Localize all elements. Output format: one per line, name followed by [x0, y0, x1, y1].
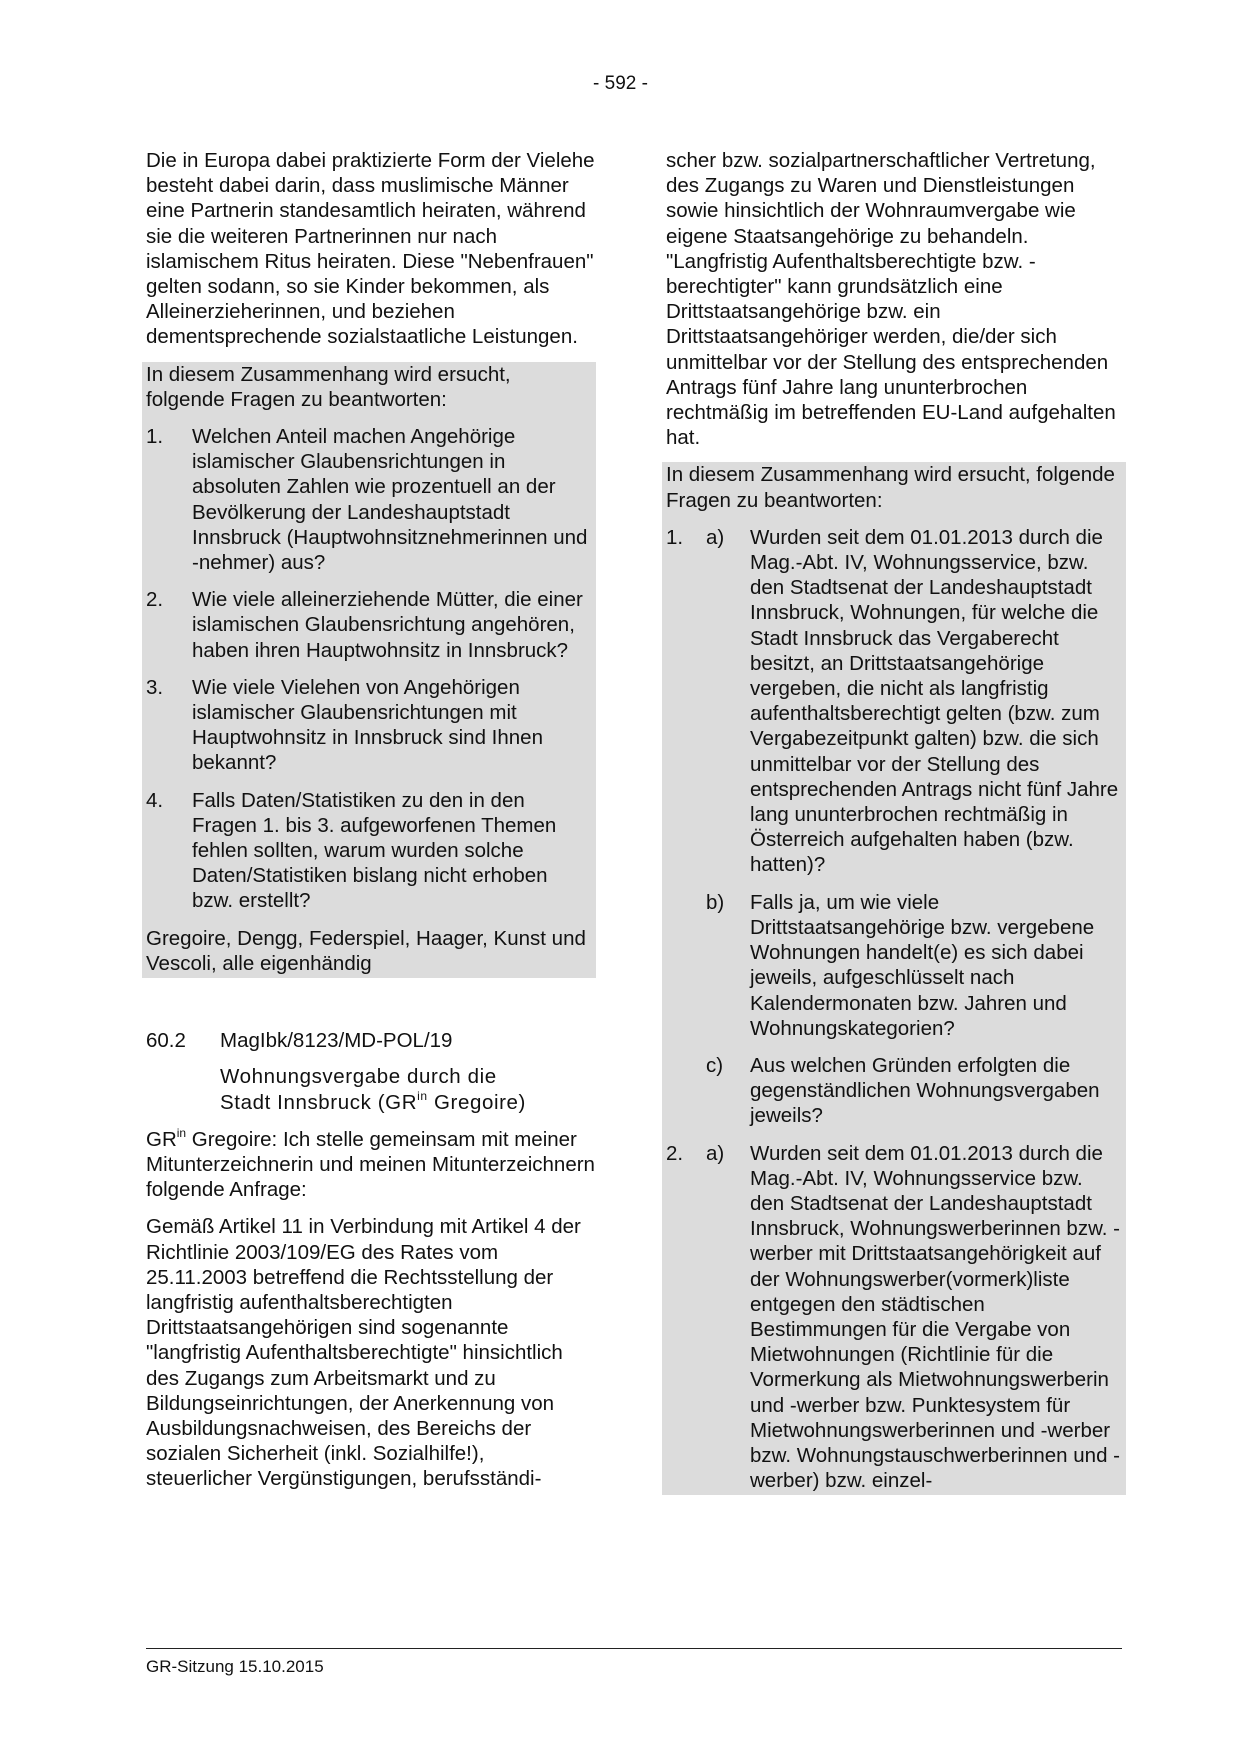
- question-text: Falls ja, um wie viele Drittstaatsangehörige bzw. vergebene Wohnungen handelt(e) es sich dabei jeweils, aufgeschlüsselt nach Kalendermonaten bzw. Jahren und Wohnungskategorien?: [750, 890, 1095, 1040]
- question-text: Aus welchen Gründen erfolgten die gegenständlichen Wohnungsvergaben jeweils?: [750, 1053, 1100, 1128]
- question-number: 2.: [146, 588, 164, 612]
- question-text: Wie viele Vielehen von Angehörigen islamischer Glaubensrichtungen mit Hauptwohnsitz in Innsbruck sind Ihnen bekannt?: [192, 675, 543, 775]
- speaker-paragraph: $GR^{in}$ Gregoire: Ich stelle gemeinsam mit meiner Mitunterzeichnerin und meinen Mitunterzeichnern folgende Anfrage:: [146, 1125, 595, 1202]
- question-number: [666, 1053, 706, 1129]
- speaker-title: GR: [146, 1127, 177, 1151]
- question-text: Wurden seit dem 01.01.2013 durch die Mag.-Abt. IV, Wohnungsservice bzw. den Stadtsenat der Landeshauptstadt Innsbruck, Wohnungswerberinnen bzw. -werber mit Drittstaatsangehörigkeit auf der Wohnungswerber(vormerk)liste entgegen den städtischen Bestimmungen für die Vergabe von Mietwohnungen (Richtlinie für die Vormerkung als Mietwohnungswerberin und -werber bzw. Punktesystem für Mietwohnungswerberinnen und -werber bzw. Wohnungstauschwerberinnen und -werber) bzw. einzel-: [750, 1141, 1120, 1493]
- agenda-title: [220, 1064, 596, 1114]
- footer-divider: [146, 1648, 1122, 1649]
- question-number: [666, 890, 706, 1041]
- request-box-right: [662, 462, 1126, 1495]
- agenda-title-line2: Stadt Innsbruck ($GR^{in}$ Gregoire): [220, 1088, 526, 1114]
- agenda-number: 60.2: [146, 1029, 186, 1053]
- body-paragraph: Gemäß Artikel 11 in Verbindung mit Artikel 4 der Richtlinie 2003/109/EG des Rates vom 25.11.2003 betreffend die Rechtsstellung der langfristig aufenthaltsberechtigten Drittstaatsangehörigen sind sogenannte "langfristig Aufenthaltsberechtigte" hinsichtlich des Zugangs zum Arbeitsmarkt und zu Bildungseinrichtungen, der Anerkennung von Ausbildungsnachweisen, des Bereichs der sozialen Sicherheit (inkl. Sozialhilfe!), steuerlicher Vergünstigungen, berufsständi-: [146, 1215, 581, 1491]
- question-item: [146, 424, 592, 575]
- question-text: Welchen Anteil machen Angehörige islamischer Glaubensrichtungen in absoluten Zahlen wie prozentuell an der Bevölkerung der Landeshauptstadt Innsbruck (Hauptwohnsitznehmerinnen und -nehmer) aus?: [192, 425, 588, 575]
- question-number: 4.: [146, 788, 164, 812]
- speaker-text: Gregoire: Ich stelle gemeinsam mit meiner Mitunterzeichnerin und meinen Mitunterzeichnern folgende Anfrage:: [146, 1127, 595, 1202]
- request-box-left: [142, 362, 596, 978]
- left-column: [146, 148, 596, 1504]
- question-text: Wie viele alleinerziehende Mütter, die einer islamischen Glaubensrichtung angehören, haben ihren Hauptwohnsitz in Innsbruck?: [192, 588, 583, 662]
- question-letter: b): [706, 890, 725, 914]
- question-number: 1.: [666, 525, 684, 549]
- request-lead: In diesem Zusammenhang wird ersucht, folgende Fragen zu beantworten:: [146, 362, 511, 411]
- question-letter: a): [706, 525, 725, 549]
- question-list: [146, 424, 592, 914]
- question-item: [146, 788, 592, 914]
- question-number: 2.: [666, 1141, 684, 1165]
- agenda-reference: MagIbk/8123/MD-POL/19: [220, 1029, 453, 1053]
- request-lead: In diesem Zusammenhang wird ersucht, folgende Fragen zu beantworten:: [666, 463, 1115, 512]
- question-item: [146, 587, 592, 663]
- agenda-title-line1: Wohnungsvergabe durch die: [220, 1065, 497, 1089]
- question-item: [666, 1053, 1122, 1129]
- question-text: Wurden seit dem 01.01.2013 durch die Mag.-Abt. IV, Wohnungsservice, bzw. den Stadtsenat der Landeshauptstadt Innsbruck, Wohnungen, für welche die Stadt Innsbruck das Vergaberecht besitzt, an Drittstaatsangehörige vergeben, die nicht als langfristig aufenthaltsberechtigt gelten (bzw. zum Vergabezeitpunkt galten) bzw. die sich unmittelbar vor der Stellung des entsprechenden Antrags nicht fünf Jahre lang ununterbrochen rechtmäßig in Österreich aufgehalten haben (bzw. hatten)?: [750, 525, 1119, 877]
- footer-session-date: GR-Sitzung 15.10.2015: [146, 1657, 324, 1676]
- question-number: 1.: [146, 425, 164, 449]
- question-number: 3.: [146, 675, 164, 699]
- intro-paragraph: Die in Europa dabei praktizierte Form der Vielehe besteht dabei darin, dass muslimische Männer eine Partnerin standesamtlich heiraten, während sie die weiteren Partnerinnen nur nach islamischem Ritus heiraten. Diese "Nebenfrauen" gelten sodann, so sie Kinder bekommen, als Alleinerzieherinnen, und beziehen dementsprechende sozialstaatliche Leistungen.: [146, 149, 595, 349]
- page-number: - 592 -: [593, 73, 648, 94]
- right-column: [666, 148, 1126, 1495]
- question-item: [666, 1141, 1122, 1496]
- question-item: [146, 675, 592, 776]
- continuation-paragraph: scher bzw. sozialpartnerschaftlicher Vertretung, des Zugangs zu Waren und Dienstleistungen sowie hinsichtlich der Wohnraumvergabe wie eigene Staatsangehörige zu behandeln. "Langfristig Aufenthaltsberechtigte bzw. -berechtigter" kann grundsätzlich eine Drittstaatsangehörige bzw. ein Drittstaatsangehöriger werden, die/der sich unmittelbar vor der Stellung des entsprechenden Antrags fünf Jahre lang ununterbrochen rechtmäßig im betreffenden EU-Land aufgehalten hat.: [666, 149, 1116, 450]
- question-letter: a): [706, 1141, 725, 1165]
- question-text: Falls Daten/Statistiken zu den in den Fragen 1. bis 3. aufgeworfenen Themen fehlen sollten, warum wurden solche Daten/Statistiken bislang nicht erhoben bzw. erstellt?: [192, 788, 557, 913]
- agenda-item-header: [146, 1028, 596, 1053]
- question-item: [666, 890, 1122, 1041]
- question-item: [666, 525, 1122, 878]
- signers: Gregoire, Dengg, Federspiel, Haager, Kunst und Vescoli, alle eigenhändig: [146, 926, 586, 975]
- question-letter: c): [706, 1053, 724, 1077]
